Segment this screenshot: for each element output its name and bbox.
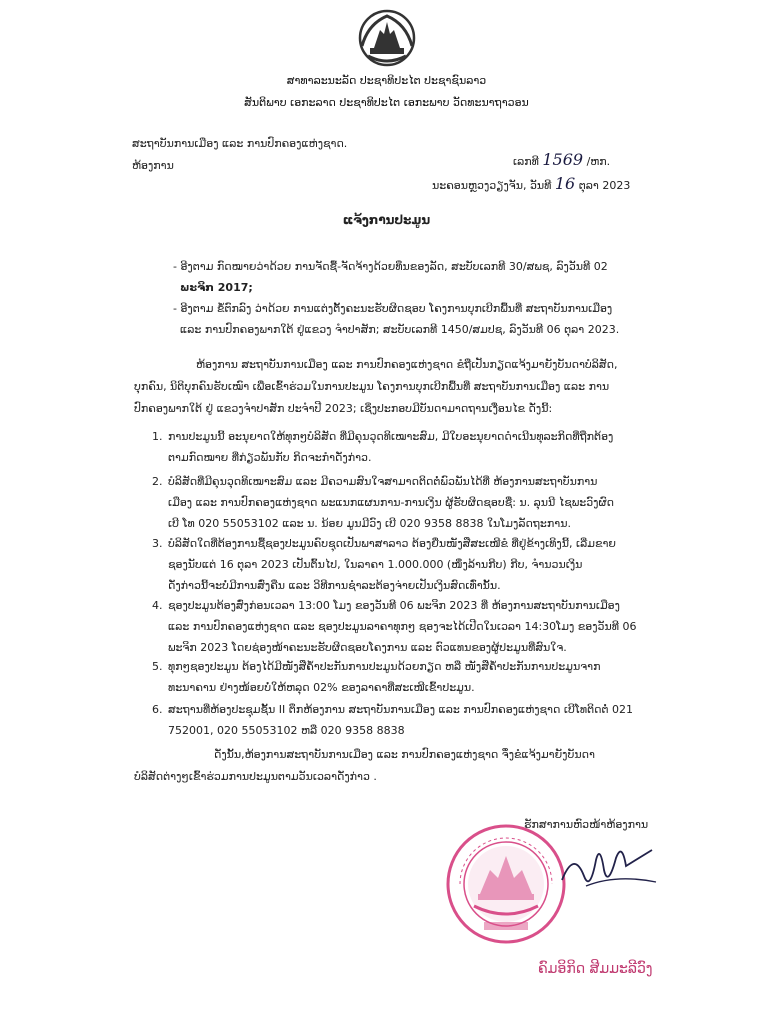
closing-line-2: ບໍລິສັດຕ່າງໆເຂົ້າຮ່ວມການປະມູນຕາມວັນເວລາດັ່ງກ່າວ . — [134, 770, 377, 783]
item-number: 3. — [152, 537, 163, 550]
reference-suffix: /ຫກ. — [586, 155, 611, 168]
list-item — [168, 595, 648, 658]
organization-name: ສະຖາບັນການເມືອງ ແລະ ການປົກຄອງແຫ່ງຊາດ. — [132, 137, 348, 150]
handwritten-signature — [556, 830, 666, 900]
item-line: ຊອງນັບແຕ່ 16 ຕຸລາ 2023 ເປັນຕົ້ນໄປ, ໃນລາຄາ 1.000.000 (ໜຶ່ງລ້ານກີບ) ກີບ, ຈຳນວນເງິນ — [168, 558, 583, 571]
item-line: 752001, 020 55053102 ຫລື 020 9358 8838 — [168, 724, 405, 737]
list-item — [168, 656, 648, 698]
item-line: ສະຖານທີ່ຫ້ອງປະຊຸມຊັ້ນ II ຕຶກຫ້ອງການ ສະຖາບັນການເມືອງ ແລະ ການປົກຄອງແຫ່ງຊາດ ເບີໂທຕິດຕໍ່ 021 — [168, 703, 634, 716]
item-line: ເບີ ໂທ 020 55053102 ແລະ ນ. ນ້ອຍ ມູນມີວົງ ເບີ 020 9358 8838 ໃນໂມງລັດຖະການ. — [168, 517, 571, 530]
item-line: ທຸກໆຊອງປະມູນ ຕ້ອງໄດ້ມີໜັງສືຄ້ຳປະກັນການປະມູນດ້ວຍກຽດ ຫລື ໜັງສືຄ້ຳປະກັນການປະມູນຈາກ — [168, 660, 601, 673]
date-day-handwritten: 16 — [554, 174, 576, 193]
item-line: ການປະມູນນີ້ ອະນຸຍາດໃຫ້ທຸກໆບໍລິສັດ ທີ່ມີຄຸນວຸດທິເໝາະສົມ, ມີໃບອະນຸຍາດດຳເນີນທຸລະກິດທີ່ຖືກຕ້ອງ — [168, 430, 614, 443]
date-suffix: ຕຸລາ 2023 — [578, 179, 631, 192]
list-item — [168, 533, 648, 596]
date-prefix: ນະຄອນຫຼວງວຽງຈັນ, ວັນທີ — [432, 179, 552, 192]
item-line: ທະນາຄານ ຢ່າງໜ້ອຍບໍ່ໃຫ້ຫລຸດ 02% ຂອງລາຄາທີ່ສະເໜີເຂົ້າປະມູນ. — [168, 681, 475, 694]
reference-line-3: - ອີງຕາມ ຂໍ້ຕົກລົງ ວ່າດ້ວຍ ການແຕ່ງຕັ້ງຄະນະຮັບຜິດຊອບ ໂຄງການບຸກເບີກພື້ນທີ່ ສະຖາບັນການເມືອງ — [173, 302, 613, 315]
intro-line-1: ຫ້ອງການ ສະຖາບັນການເມືອງ ແລະ ການປົກຄອງແຫ່ງຊາດ ຂໍຖືເປັນກຽດແຈ້ງມາຍັງບັນດາບໍລິສັດ, — [196, 358, 618, 371]
item-line: ບໍລິສັດທີ່ມີຄຸນວຸດທິເໝາະສົມ ແລະ ມີຄວາມສົນໃຈສາມາດຕິດຕໍ່ພົວພັນໄດ້ທີ່ ຫ້ອງການສະຖາບັນການ — [168, 475, 598, 488]
reference-line-2: ພະຈິກ 2017; — [180, 281, 253, 294]
item-number: 1. — [152, 430, 163, 443]
item-line: ດັ່ງກ່າວນີ້ຈະບໍ່ມີການສົ່ງຄືນ ແລະ ວິທີການຊຳລະຕ້ອງຈ່າຍເປັນເງິນສົດເທົ່ານັ້ນ. — [168, 579, 501, 592]
signatory-title: ຮັກສາການຫົວໜ້າຫ້ອງການ — [524, 818, 649, 831]
document-date — [432, 174, 630, 193]
country-name: ສາທາລະນະລັດ ປະຊາທິປະໄຕ ປະຊາຊົນລາວ — [286, 74, 487, 87]
item-number: 5. — [152, 660, 163, 673]
national-motto: ສັນຕິພາບ ເອກະລາດ ປະຊາທິປະໄຕ ເອກະພາບ ວັດທະນາຖາວອນ — [244, 96, 529, 109]
item-line: ແລະ ການປົກຄອງແຫ່ງຊາດ ແລະ ຊອງປະມູນລາຄາທຸກໆ ຊອງຈະໄດ້ເປີດໃນເວລາ 14:30ໂມງ ຂອງວັນທີ 06 — [168, 620, 637, 633]
signatory-name: ຄົມອິກິດ ສີມມະລີວົງ — [538, 961, 653, 977]
item-line: ບໍລິສັດໃດທີ່ຕ້ອງການຊື້ຊອງປະມູນຄົບຊຸດເປັນພາສາລາວ ຕ້ອງຍື່ນໜັງສືສະເໜີຂໍ ທີ່ຢູ່ຂ້າງເທິງນີ້, ເລີ່ມຂາຍ — [168, 537, 616, 550]
item-line: ຊອງປະມູນຕ້ອງສົ່ງກ່ອນເວລາ 13:00 ໂມງ ຂອງວັນທີ 06 ພະຈິກ 2023 ທີ່ ຫ້ອງການສະຖາບັນການເມືອງ — [168, 599, 620, 612]
intro-line-3: ປົກຄອງພາກໃຕ້ ຢູ່ ແຂວງຈຳປາສັກ ປະຈຳປີ 2023; ເຊິ່ງປະກອບມີບັນດາມາດຖານເງື່ອນໄຂ ດັ່ງນີ້: — [134, 402, 553, 415]
list-item — [168, 699, 648, 741]
closing-line-1: ດັ່ງນັ້ນ,ຫ້ອງການສະຖາບັນການເມືອງ ແລະ ການປົກຄອງແຫ່ງຊາດ ຈຶ່ງຂໍແຈ້ງມາຍັງບັນດາ — [214, 748, 595, 761]
item-number: 4. — [152, 599, 163, 612]
item-number: 2. — [152, 475, 163, 488]
intro-line-2: ບຸກຄົນ, ນິຕິບຸກຄົນຮັບເໝົາ ເພື່ອເຂົ້າຮ່ວມໃນການປະມູນ ໂຄງການບຸກເບີກພື້ນທີ່ ສະຖາບັນການເມືອງ ແລະ ການ — [134, 380, 610, 393]
reference-number-handwritten: 1569 — [542, 150, 584, 169]
list-item — [168, 426, 648, 468]
reference-line-4: ແລະ ການປົກຄອງພາກໃຕ້ ຢູ່ແຂວງ ຈຳປາສັກ; ສະບັບເລກທີ 1450/ສມປຊ, ລົງວັນທີ 06 ຕຸລາ 2023. — [180, 323, 620, 336]
item-line: ຕາມກົດໝາຍ ທີ່ກ່ຽວພັນກັບ ກິດຈະກຳດັ່ງກ່າວ. — [168, 451, 372, 464]
lao-national-emblem — [354, 8, 420, 68]
official-seal — [444, 822, 568, 946]
document-title: ແຈ້ງການປະມູນ — [342, 213, 431, 227]
reference-line-1: - ອີງຕາມ ກົດໝາຍວ່າດ້ວຍ ການຈັດຊື້-ຈັດຈ້າງດ້ວຍທຶນຂອງລັດ, ສະບັບເລກທີ 30/ສພຊ, ລົງວັນທີ 02 — [173, 260, 608, 273]
item-line: ເມືອງ ແລະ ການປົກຄອງແຫ່ງຊາດ ພະແນກແຜນການ-ການເງິນ ຜູ້ຮັບຜິດຊອບຊື່: ນ. ລຸນນີ ໄຊພະວົງຜົດ — [168, 496, 615, 509]
reference-prefix: ເລກທີ — [513, 155, 539, 168]
office-name: ຫ້ອງການ — [132, 159, 174, 172]
item-line: ພະຈິກ 2023 ໂດຍຊ່ອງໜ້າຄະນະຮັບຜິດຊອບໂຄງການ ແລະ ຕົວແທນຂອງຜູ້ປະມູນທີ່ສົນໃຈ. — [168, 641, 567, 654]
reference-number — [513, 150, 610, 169]
list-item — [168, 471, 648, 534]
item-number: 6. — [152, 703, 163, 716]
